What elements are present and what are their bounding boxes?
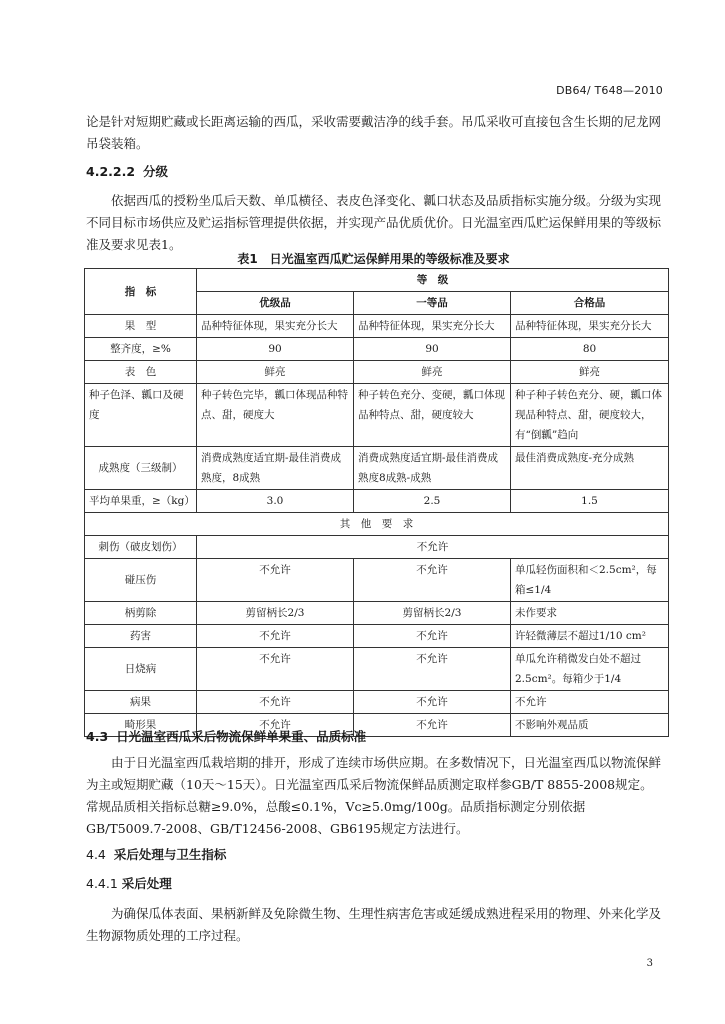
table-row bbox=[85, 338, 669, 361]
table-cell: 不允许 bbox=[511, 691, 669, 714]
section-number: 4.4 bbox=[86, 847, 106, 862]
table-cell: 不允许 bbox=[197, 559, 354, 602]
grade-first: 一等品 bbox=[354, 292, 511, 315]
section-heading-4-3 bbox=[86, 727, 366, 745]
table-cell: 不允许 bbox=[197, 625, 354, 648]
table-cell: 不允许 bbox=[354, 625, 511, 648]
page-number: 3 bbox=[646, 958, 653, 969]
section-number: 4.2.2.2 bbox=[86, 164, 136, 179]
table-cell: 不允许 bbox=[197, 648, 354, 691]
table-cell: 品种特征体现，果实充分长大 bbox=[511, 315, 669, 338]
intro-paragraph: 论是针对短期贮藏或长距离运输的西瓜，采收需要戴洁净的线手套。吊瓜采收可直接包含生长期的尼龙网吊袋装箱。 bbox=[86, 114, 662, 151]
row-label: 整齐度，≥% bbox=[85, 338, 197, 361]
section-4-3-paragraph: 由于日光温室西瓜栽培期的排开，形成了连续市场供应期。在多数情况下，日光温室西瓜以物流保鲜为主或短期贮藏（10天～15天）。日光温室西瓜采后物流保鲜品质测定取样参GB/T 8855-2008规定。常规品质相关指标总糖≥9.0%，总酸≤0.1%，Vc≥5.0mg/100g。品质指标测定分别依据GB/T5009.7-2008、GB/T12456-2008、GB6195规定方法进行。 bbox=[86, 755, 662, 836]
table-row bbox=[85, 691, 669, 714]
row-label: 果 型 bbox=[85, 315, 197, 338]
table-cell: 不允许 bbox=[354, 559, 511, 602]
table-row bbox=[85, 384, 669, 447]
section-4-4-1-paragraph: 为确保瓜体表面、果柄新鲜及免除微生物、生理性病害危害或延缓成熟进程采用的物理、外来化学及生物源物质处理的工序过程。 bbox=[86, 906, 662, 943]
table-cell: 不允许 bbox=[197, 714, 354, 737]
table-cell: 不允许 bbox=[354, 691, 511, 714]
table-cell: 种子转色完毕，瓤口体现品种特点、甜，硬度大 bbox=[197, 384, 354, 447]
row-label: 碰压伤 bbox=[85, 559, 197, 602]
table-cell: 90 bbox=[197, 338, 354, 361]
header-grade: 等 级 bbox=[197, 269, 669, 292]
table-row bbox=[85, 536, 669, 559]
table-cell: 种子转色充分、变硬，瓤口体现品种特点、甜，硬度较大 bbox=[354, 384, 511, 447]
section-number: 4.3 bbox=[86, 729, 109, 744]
table-cell: 单瓜轻伤面积和＜2.5cm²，每箱≤1/4 bbox=[511, 559, 669, 602]
table-cell: 1.5 bbox=[511, 490, 669, 513]
table-row bbox=[85, 602, 669, 625]
table-cell: 3.0 bbox=[197, 490, 354, 513]
row-label: 病果 bbox=[85, 691, 197, 714]
section-number: 4.4.1 bbox=[86, 876, 118, 891]
header-indicator: 指 标 bbox=[85, 269, 197, 315]
table-header-row bbox=[85, 269, 669, 292]
row-label: 刺伤（破皮划伤） bbox=[85, 536, 197, 559]
table-cell: 剪留柄长2/3 bbox=[354, 602, 511, 625]
table-cell: 80 bbox=[511, 338, 669, 361]
row-label: 药害 bbox=[85, 625, 197, 648]
grade-premium: 优级品 bbox=[197, 292, 354, 315]
row-label: 平均单果重，≥（kg） bbox=[85, 490, 197, 513]
section-heading-4-4 bbox=[86, 845, 226, 863]
table-cell: 消费成熟度适宜期-最佳消费成熟度8成熟-成熟 bbox=[354, 447, 511, 490]
table-cell: 最佳消费成熟度-充分成熟 bbox=[511, 447, 669, 490]
section-title: 日光温室西瓜采后物流保鲜单果重、品质标准 bbox=[116, 729, 367, 744]
section-heading-4-4-1 bbox=[86, 874, 172, 892]
row-label: 日烧病 bbox=[85, 648, 197, 691]
grade-standard-table bbox=[84, 268, 669, 737]
table-cell: 90 bbox=[354, 338, 511, 361]
table-cell: 不影响外观品质 bbox=[511, 714, 669, 737]
table-cell: 不允许 bbox=[354, 714, 511, 737]
table-cell: 剪留柄长2/3 bbox=[197, 602, 354, 625]
table-row bbox=[85, 447, 669, 490]
section-heading-4-2-2-2 bbox=[86, 162, 168, 180]
grade-qualified: 合格品 bbox=[511, 292, 669, 315]
table-cell: 许轻微薄层不超过1/10 cm² bbox=[511, 625, 669, 648]
table-caption: 表1 日光温室西瓜贮运保鲜用果的等级标准及要求 bbox=[237, 252, 510, 266]
table-cell: 不允许 bbox=[197, 691, 354, 714]
section-title: 采后处理与卫生指标 bbox=[113, 847, 227, 862]
section-title: 采后处理 bbox=[121, 876, 172, 891]
other-requirements-row bbox=[85, 513, 669, 536]
table-cell: 未作要求 bbox=[511, 602, 669, 625]
table-cell: 不允许 bbox=[354, 648, 511, 691]
other-requirements-title: 其 他 要 求 bbox=[85, 513, 669, 536]
row-label: 种子色泽、瓤口及硬度 bbox=[85, 384, 197, 447]
grading-paragraph: 依据西瓜的授粉坐瓜后天数、单瓜横径、表皮色泽变化、瓤口状态及品质指标实施分级。分级为实现不同目标市场供应及贮运指标管理提供依据，并实现产品优质优价。日光温室西瓜贮运保鲜用果的等级标准及要求见表1。 bbox=[86, 193, 662, 252]
table-cell: 单瓜允许稍微发白处不超过2.5cm²。每箱少于1/4 bbox=[511, 648, 669, 691]
row-label: 表 色 bbox=[85, 361, 197, 384]
table-cell: 鲜亮 bbox=[197, 361, 354, 384]
table-cell: 2.5 bbox=[354, 490, 511, 513]
document-code: DB64/ T648—2010 bbox=[556, 84, 663, 97]
table-row bbox=[85, 490, 669, 513]
row-label: 成熟度（三级制） bbox=[85, 447, 197, 490]
table-cell: 品种特征体现，果实充分长大 bbox=[354, 315, 511, 338]
table-row bbox=[85, 315, 669, 338]
table-row bbox=[85, 625, 669, 648]
table-cell: 不允许 bbox=[197, 536, 669, 559]
section-title: 分级 bbox=[143, 164, 169, 179]
table-cell: 种子种子转色充分、硬，瓤口体现品种特点、甜，硬度较大，有“倒瓤”趋向 bbox=[511, 384, 669, 447]
table-row bbox=[85, 648, 669, 691]
table-cell: 品种特征体现，果实充分长大 bbox=[197, 315, 354, 338]
table-cell: 鲜亮 bbox=[354, 361, 511, 384]
row-label: 畸形果 bbox=[85, 714, 197, 737]
row-label: 柄剪除 bbox=[85, 602, 197, 625]
table-cell: 鲜亮 bbox=[511, 361, 669, 384]
table-row bbox=[85, 559, 669, 602]
table-cell: 消费成熟度适宜期-最佳消费成熟度，8成熟 bbox=[197, 447, 354, 490]
table-row bbox=[85, 361, 669, 384]
